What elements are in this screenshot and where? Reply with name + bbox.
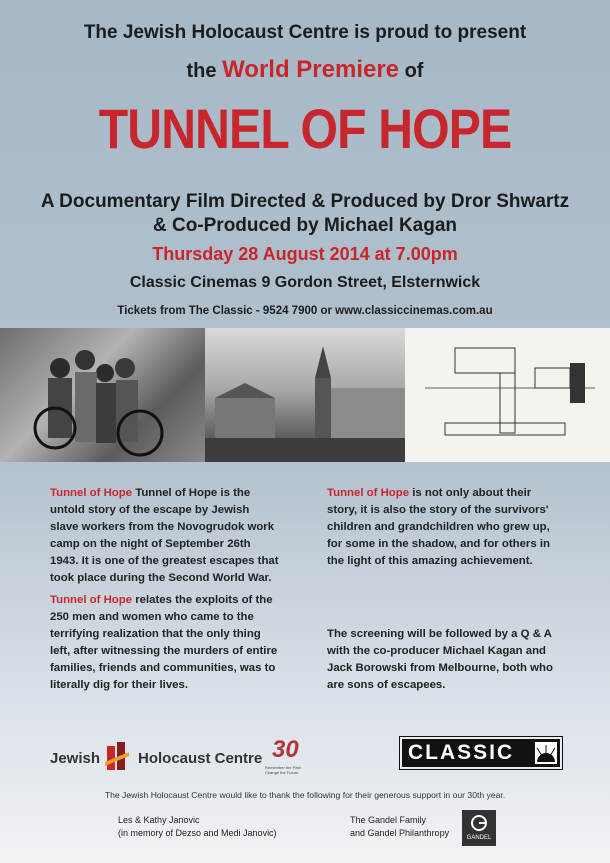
ticket-info: Tickets from The Classic - 9524 7900 or www.classiccinemas.com.au	[117, 305, 493, 317]
film-title: TUNNEL OF HOPE	[98, 97, 512, 160]
paragraph-3	[327, 485, 560, 570]
tunnel-map	[405, 328, 610, 462]
credits-line-1: A Documentary Film Directed & Produced by Dror Shwartz	[40, 191, 570, 212]
town-street-illustration	[205, 328, 405, 462]
premiere-line	[0, 56, 610, 84]
paragraph-3-highlight: Tunnel of Hope	[327, 487, 410, 499]
paragraph-3-text: is not only about their story, it is also the story of the survivors' children and grandchildren who grew up, for some in the shadow, and for others in the light of this amazing achievement.	[327, 487, 550, 567]
jhc-tagline: Remember the Past Change the Future	[265, 765, 301, 775]
paragraph-2-highlight: Tunnel of Hope	[50, 594, 133, 606]
jhc-30-mark: 30	[272, 736, 299, 763]
credits	[0, 190, 610, 238]
classic-sunburst-icon	[535, 742, 557, 764]
jhc-logo	[50, 736, 301, 780]
paragraph-2	[50, 592, 280, 694]
paragraph-1	[50, 485, 280, 587]
tunnel-diagram-illustration	[405, 328, 610, 462]
intro-line: The Jewish Holocaust Centre is proud to present	[83, 22, 527, 43]
classic-logo-text: CLASSIC	[408, 741, 515, 764]
jhc-word-1: Jewish	[50, 750, 101, 767]
classic-cinemas-logo	[400, 737, 562, 769]
photo-strip	[0, 328, 610, 462]
paragraph-1-text: Tunnel of Hope is the untold story of the escape by Jewish slave workers from the Novogrudok work camp on the night of September 26th 1943. It is one of the greatest escapes that took place during the Second World War.	[50, 487, 279, 584]
jhc-word-2: Holocaust Centre	[138, 750, 263, 767]
sponsor-janovic	[118, 814, 277, 840]
paragraph-2-text: relates the exploits of the 250 men and women who came to the terrifying realization that the only thing left, after witnessing the murders of entire families, friends and communities, was to literally dig for their lives.	[50, 594, 278, 691]
world-premiere-text: World Premiere	[222, 56, 400, 83]
paragraph-4: The screening will be followed by a Q & A with the co-producer Michael Kagan and Jack Borowski from Melbourne, both who are sons of escapees.	[327, 628, 553, 691]
premiere-post: of	[399, 60, 424, 82]
gandel-logo	[462, 810, 496, 846]
gandel-logo-text: GANDEL	[466, 835, 492, 841]
children-photo-illustration	[0, 328, 205, 462]
gandel-g-icon	[470, 814, 488, 832]
sponsor-gandel-line-1: The Gandel Family	[350, 815, 427, 825]
thanks-note: The Jewish Holocaust Centre would like to thank the following for their generous support in our 30th year.	[104, 790, 506, 800]
jhc-emblem-icon	[105, 742, 131, 772]
sponsor-gandel	[350, 814, 449, 840]
town-photo	[205, 328, 405, 462]
sponsor-janovic-line-2: (in memory of Dezso and Medi Janovic)	[118, 828, 277, 838]
credits-line-2: & Co-Produced by Michael Kagan	[152, 215, 458, 236]
event-venue: Classic Cinemas 9 Gordon Street, Elsternwick	[129, 274, 481, 291]
group-photo	[0, 328, 205, 462]
paragraph-1-highlight: Tunnel of Hope	[50, 487, 133, 499]
sponsor-janovic-line-1: Les & Kathy Janovic	[118, 815, 200, 825]
premiere-pre: the	[186, 60, 223, 82]
event-date: Thursday 28 August 2014 at 7.00pm	[152, 244, 458, 264]
sponsor-gandel-line-2: and Gandel Philanthropy	[350, 828, 450, 838]
